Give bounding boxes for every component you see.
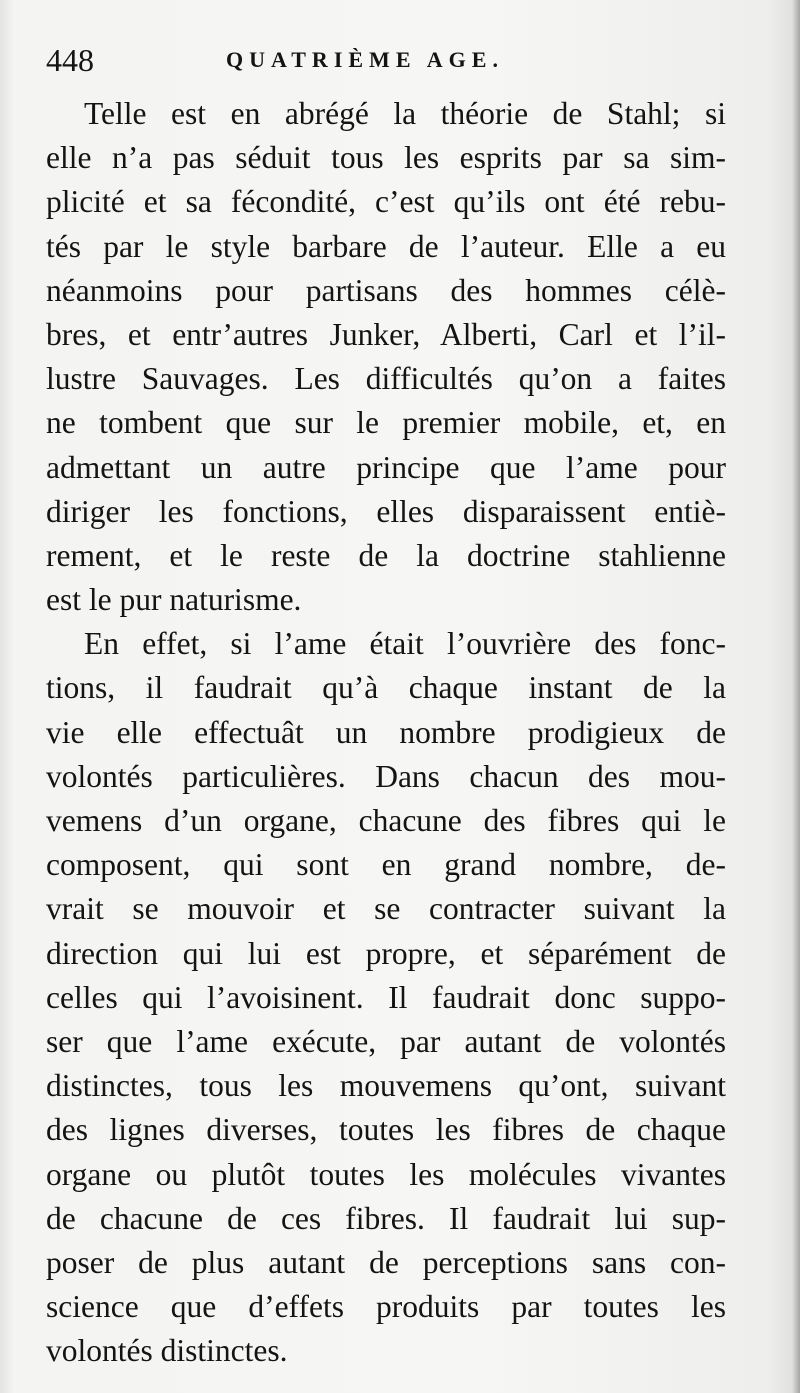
text-line: plicité et sa fécondité, c’est qu’ils ont été rebu- <box>46 184 726 220</box>
text-line: elle n’a pas séduit tous les esprits par sa sim- <box>46 140 726 176</box>
text-line: En effet, si l’ame était l’ouvrière des fonc- <box>84 626 726 662</box>
text-line: vie elle effectuât un nombre prodigieux de <box>46 714 726 750</box>
text-line: de chacune de ces fibres. Il faudrait lui sup- <box>46 1200 726 1236</box>
text-line: néanmoins pour partisans des hommes célè- <box>46 272 726 308</box>
text-line: volontés distinctes. <box>46 1333 288 1369</box>
text-line: tions, il faudrait qu’à chaque instant de la <box>46 670 726 706</box>
text-line: diriger les fonctions, elles disparaissent entiè- <box>46 493 726 529</box>
text-line: tés par le style barbare de l’auteur. Elle a eu <box>46 228 726 264</box>
text-line: vrait se mouvoir et se contracter suivant la <box>46 891 726 927</box>
body-text <box>46 92 726 1373</box>
text-line: bres, et entr’autres Junker, Alberti, Carl et l’il- <box>46 316 726 352</box>
text-line: ser que l’ame exécute, par autant de volontés <box>46 1023 726 1059</box>
text-line: celles qui l’avoisinent. Il faudrait donc suppo- <box>46 979 726 1015</box>
text-line: vemens d’un organe, chacune des fibres qui le <box>46 803 726 838</box>
paragraph-2 <box>46 622 726 1373</box>
text-line: science que d’effets produits par toutes les <box>46 1289 726 1325</box>
text-line: est le pur naturisme. <box>46 582 302 618</box>
page-number: 448 <box>46 42 94 78</box>
text-line: distinctes, tous les mouvemens qu’ont, suivant <box>46 1068 726 1104</box>
text-line: organe ou plutôt toutes les molécules vivantes <box>46 1156 726 1192</box>
running-head: QUATRIÈME AGE. <box>226 47 504 72</box>
text-line: admettant un autre principe que l’ame pour <box>46 449 726 485</box>
text-line: composent, qui sont en grand nombre, de- <box>46 847 726 883</box>
paragraph-1 <box>46 92 726 622</box>
text-line: ne tombent que sur le premier mobile, et, en <box>46 405 726 441</box>
text-line: poser de plus autant de perceptions sans con- <box>46 1244 726 1280</box>
text-line: des lignes diverses, toutes les fibres de chaque <box>46 1112 726 1148</box>
text-line: Telle est en abrégé la théorie de Stahl; si <box>84 96 726 131</box>
page-header <box>46 40 746 80</box>
page-edge-shadow <box>792 0 800 1393</box>
text-line: volontés particulières. Dans chacun des mou- <box>46 758 726 794</box>
text-line: rement, et le reste de la doctrine stahlienne <box>46 537 726 573</box>
text-line: lustre Sauvages. Les difficultés qu’on a faites <box>46 361 726 397</box>
text-line: direction qui lui est propre, et séparément de <box>46 935 726 971</box>
